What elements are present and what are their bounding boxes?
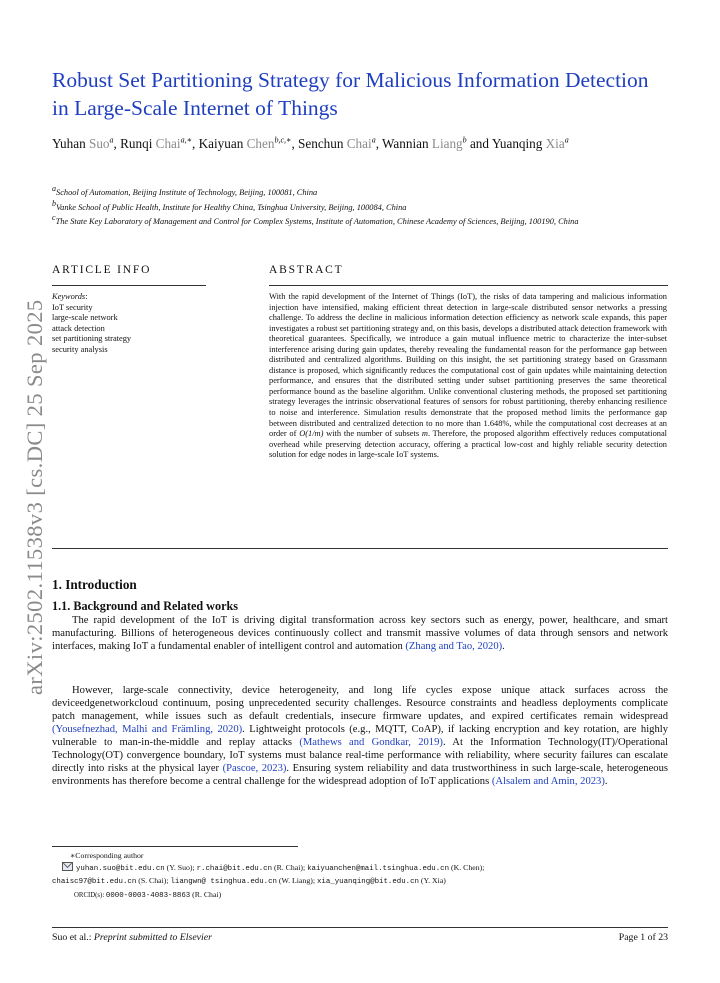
email-link[interactable]: r.chai@bit.edu.cn: [196, 864, 273, 873]
citation-link[interactable]: (Alsalem and Amin, 2023): [491, 776, 605, 787]
corresponding-author-note: ∗Corresponding author: [70, 851, 144, 860]
author-name: Kaiyuan Chen$^{b,c,∗}$: [198, 135, 292, 151]
author-list: Yuhan Suo$^a$, Runqi Chai$^{a,∗}$, Kaiyuan Chen$^{b,c,∗}$, Senchun Chai$^a$, Wannian Liang$^b$ and Yuanqing Xia$^a$: [52, 135, 569, 151]
article-info-rule: [52, 285, 206, 286]
subsection-heading-background: 1.1. Background and Related works: [52, 599, 239, 613]
header-bottom-rule: [52, 548, 668, 549]
keywords-list: [52, 303, 252, 356]
citation-link[interactable]: (Yousefnezhad, Malhi and Främling, 2020): [52, 724, 243, 735]
affiliation: $^c$The State Key Laboratory of Management and Control for Complex Systems, Institute of Automation, Chinese Academy of Sciences, Beijing, 100190, China: [52, 213, 579, 226]
author-name: Senchun Chai$^a$: [298, 135, 376, 151]
email-link[interactable]: chaisc97@bit.edu.cn: [52, 878, 137, 886]
abstract-heading: ABSTRACT: [269, 264, 344, 276]
author-name: Runqi Chai$^{a,∗}$: [120, 135, 193, 151]
arxiv-identifier[interactable]: arXiv:2502.11538v3 [cs.DC] 25 Sep 2025: [22, 299, 47, 695]
page-number: Page 1 of 23: [618, 932, 668, 943]
author-name: Yuanqing Xia$^a$: [491, 135, 569, 151]
citation-link[interactable]: (Pascoe, 2023): [222, 763, 287, 774]
email-link[interactable]: liangwn@ tsinghua.edu.cn: [170, 878, 277, 886]
keywords-label: Keywords: [52, 292, 86, 301]
affiliation: $^b$Vanke School of Public Health, Institute for Healthy China, Tsinghua University, Beijing, 100084, China: [52, 198, 407, 212]
paragraph-2: However, large-scale connectivity, device heterogeneity, and long life cycles expose unique attack surfaces across the deviceedgenetworkcloud continuum, posing unprecedented security challenges. Resource constraints and headless deployments complicate patch management, while issues such as default credentials, insecure firmware updates, and expired certificates remain widespread (Yousefnezhad, Malhi and Främling, 2020). Lightweight protocols (e.g., MQTT, CoAP), if lacking encryption and key rotation, are highly vulnerable to man-in-the-middle and replay attacks (Mathews and Gondkar, 2019). At the Information Technology(IT)/Operational Technology(OT) convergence boundary, IoT systems must balance real-time performance with reliability, where security failures can escalate directly into risks at the physical layer (Pascoe, 2023). Ensuring system reliability and data trustworthiness in such large-scale, heterogeneous environments has therefore become a central challenge for the widespread adoption of IoT applications (Alsalem and Amin, 2023).: [52, 685, 669, 787]
email-link[interactable]: xia_yuanqing@bit.edu.cn: [316, 878, 419, 886]
author-name: Yuhan Suo$^a$: [52, 135, 114, 151]
keywords-block: Keywords: IoT security large-scale network attack detection set partitioning strategy security analysis: [52, 292, 252, 356]
email-icon: [62, 862, 73, 871]
paper-title: Robust Set Partitioning Strategy for Malicious Information Detection in Large-Scale Internet of Things: [52, 68, 649, 120]
keyword: set partitioning strategy: [52, 334, 132, 344]
email-link[interactable]: kaiyuanchen@mail.tsinghua.edu.cn: [307, 864, 450, 873]
footnote-rule: [52, 846, 298, 847]
footer-rule: [52, 927, 668, 928]
footnote: [52, 850, 668, 902]
paragraph-1: The rapid development of the IoT is driving digital transformation across key sectors such as energy, power, healthcare, and smart manufacturing. Billions of heterogeneous devices continuously collect and transmit massive volumes of data through sensors and network interfaces, making IoT a fundamental enabler of intelligent control and automation (Zhang and Tao, 2020).: [52, 615, 668, 652]
email-link[interactable]: yuhan.suo@bit.edu.cn: [76, 864, 165, 873]
affiliation: $^a$School of Automation, Beijing Institute of Technology, Beijing, 100081, China: [52, 184, 318, 197]
abstract-text: With the rapid development of the Internet of Things (IoT), the risks of data tampering and malicious information injection have intensified, making efficient threat detection in large-scale distributed sensor networks a pressing challenge. To address the decline in malicious information detection efficiency as network scale expands, this paper investigates a robust set partitioning strategy and, on this basis, develops a distributed attack detection framework with theoretical guarantees. Specifically, we introduce a gain mutual influence metric to characterize the inter-subset interference arising during gain updates, thereby revealing the fundamental reason for the performance gap between distributed and centralized algorithms. Building on this insight, the set partitioning strategy based on Grassmann distance is proposed, which significantly reduces the computational cost of gain updates while maintaining detection performance, and ensures that the distributed setting under subset partitioning preserves the same theoretical performance bound as the baseline algorithm. Unlike conventional clustering methods, the proposed set partitioning strategy leverages the intrinsic observational features of sensors for robust partitioning, thereby enhancing resilience to noise and interference. Simulation results demonstrate that the proposed method limits the performance gap between distributed and centralized detection to no more than 1.648%, while the computational cost decreases at an order of O(1/m) with the number of subsets m. Therefore, the proposed algorithm effectively reduces computational overhead while preserving detection accuracy, offering a practical low-cost and highly reliable security detection solution for edge nodes in large-scale IoT systems.: [269, 292, 667, 460]
abstract-rule: [269, 285, 668, 286]
citation-link[interactable]: (Mathews and Gondkar, 2019): [299, 737, 443, 748]
article-info-heading: ARTICLE INFO: [52, 264, 152, 276]
orcid-line: ORCID(s): 0000-0003-4083-8863 (R. Chai): [74, 889, 222, 900]
footer-left: Suo et al.: Preprint submitted to Elsevier: [52, 932, 212, 943]
keyword: large-scale network: [52, 313, 118, 323]
page-footer: [52, 932, 668, 943]
affiliations: [52, 184, 662, 231]
keyword: IoT security: [52, 302, 93, 312]
keyword: security analysis: [52, 344, 108, 354]
keyword: attack detection: [52, 323, 105, 333]
author-name: Wannian Liang$^b$: [382, 135, 467, 151]
email-list: yuhan.suo@bit.edu.cn (Y. Suo); r.chai@bit.edu.cn (R. Chai); kaiyuanchen@mail.tsinghua.edu.cn (K. Chen); chaisc97@bit.edu.cn (S. Chai); liangwn@ tsinghua.edu.cn (W. Liang); xia_yuanqing@bit.edu.cn (Y. Xia): [52, 862, 485, 886]
section-heading-introduction: 1. Introduction: [52, 577, 137, 592]
citation-link[interactable]: (Zhang and Tao, 2020): [405, 641, 503, 652]
